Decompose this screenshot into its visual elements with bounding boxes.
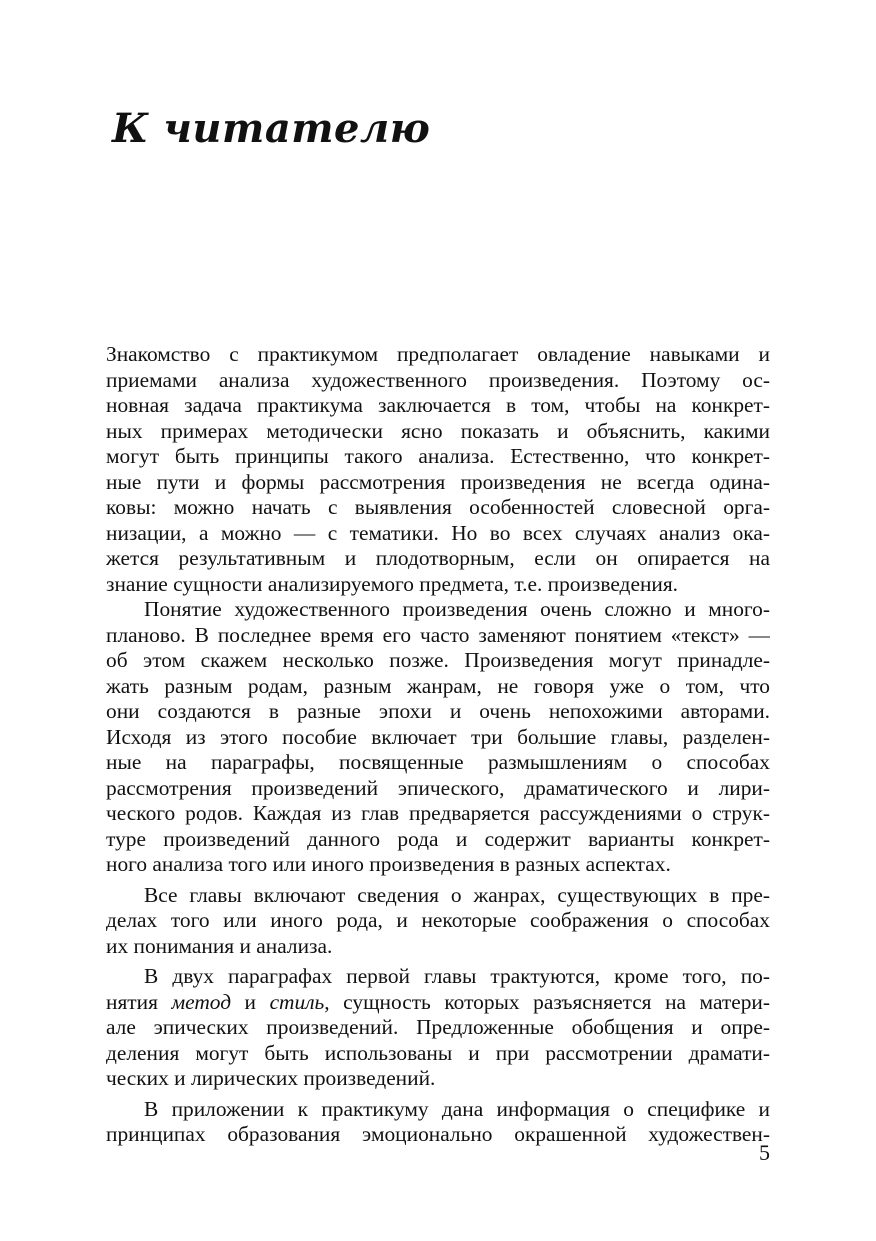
text-line-with-italics: нятия метод и стиль, сущность которых разъясняется на матери-	[106, 989, 770, 1014]
text-line: планово. В последнее время его часто заменяют понятием «текст» —	[106, 622, 770, 647]
italic-term: метод	[171, 989, 232, 1014]
paragraph	[106, 883, 770, 960]
text-line: низации, а можно — с тематики. Но во всех случаях анализ ока-	[106, 520, 770, 545]
text-line: жется результативным и плодотворным, если он опирается на	[106, 546, 770, 570]
italic-term: стиль	[269, 989, 325, 1014]
text-line: але эпических произведений. Предложенные обобщения и опре-	[106, 1015, 770, 1039]
paragraph	[106, 597, 770, 878]
text-line: ческих и лирических произведений.	[106, 1066, 436, 1090]
text-line: ные пути и формы рассмотрения произведения не всегда одина-	[106, 469, 770, 494]
text-line: ные на параграфы, посвященные размышлениям о способах	[106, 750, 770, 774]
text-line: ного анализа того или иного произведения в разных аспектах.	[106, 852, 671, 876]
text-line: рассмотрения произведений эпического, драматического и лири-	[106, 775, 770, 800]
text-line: принципах образования эмоционально окрашенной художествен-	[106, 1122, 770, 1146]
text-line: их понимания и анализа.	[106, 933, 333, 958]
text-line: В двух параграфах первой главы трактуются, кроме того, по-	[144, 964, 770, 988]
text-line: Знакомство с практикумом предполагает овладение навыками и	[106, 342, 770, 366]
text-line: жать разным родам, разным жанрам, не говоря уже о том, что	[106, 673, 770, 698]
text-line: Все главы включают сведения о жанрах, существующих в пре-	[144, 882, 770, 907]
text-line: туре произведений данного рода и содержит варианты конкрет-	[106, 826, 770, 851]
text-line: могут быть принципы такого анализа. Естественно, что конкрет-	[106, 444, 770, 468]
text-line: ческого родов. Каждая из глав предваряется рассуждениями о струк-	[106, 801, 770, 825]
text-line: ных примерах методически ясно показать и объяснить, какими	[106, 418, 770, 443]
text-line: В приложении к практикуму дана информация о специфике и	[144, 1096, 770, 1121]
text-line: об этом скажем несколько позже. Произведения могут принадле-	[106, 648, 770, 672]
text-line: Исходя из этого пособие включает три большие главы, разделен-	[106, 724, 770, 749]
text-line: приемами анализа художественного произведения. Поэтому ос-	[106, 367, 770, 392]
text-line: они создаются в разные эпохи и очень непохожими авторами.	[106, 699, 770, 723]
paragraph	[106, 964, 770, 1092]
text-line: ковы: можно начать с выявления особенностей словесной орга-	[106, 495, 770, 519]
text-line: новная задача практикума заключается в том, чтобы на конкрет-	[106, 393, 770, 417]
chapter-heading: К читателю	[112, 105, 431, 152]
text-line: делах того или иного рода, и некоторые соображения о способах	[106, 908, 770, 932]
paragraph	[106, 1097, 770, 1148]
paragraph	[106, 342, 770, 597]
text-line: деления могут быть использованы и при рассмотрении драмати-	[106, 1040, 770, 1065]
body-text	[106, 342, 770, 1148]
text-line: знание сущности анализируемого предмета, т.е. произведения.	[106, 571, 679, 596]
text-line: Понятие художественного произведения очень сложно и много-	[144, 597, 770, 621]
page-number: 5	[759, 1140, 770, 1165]
